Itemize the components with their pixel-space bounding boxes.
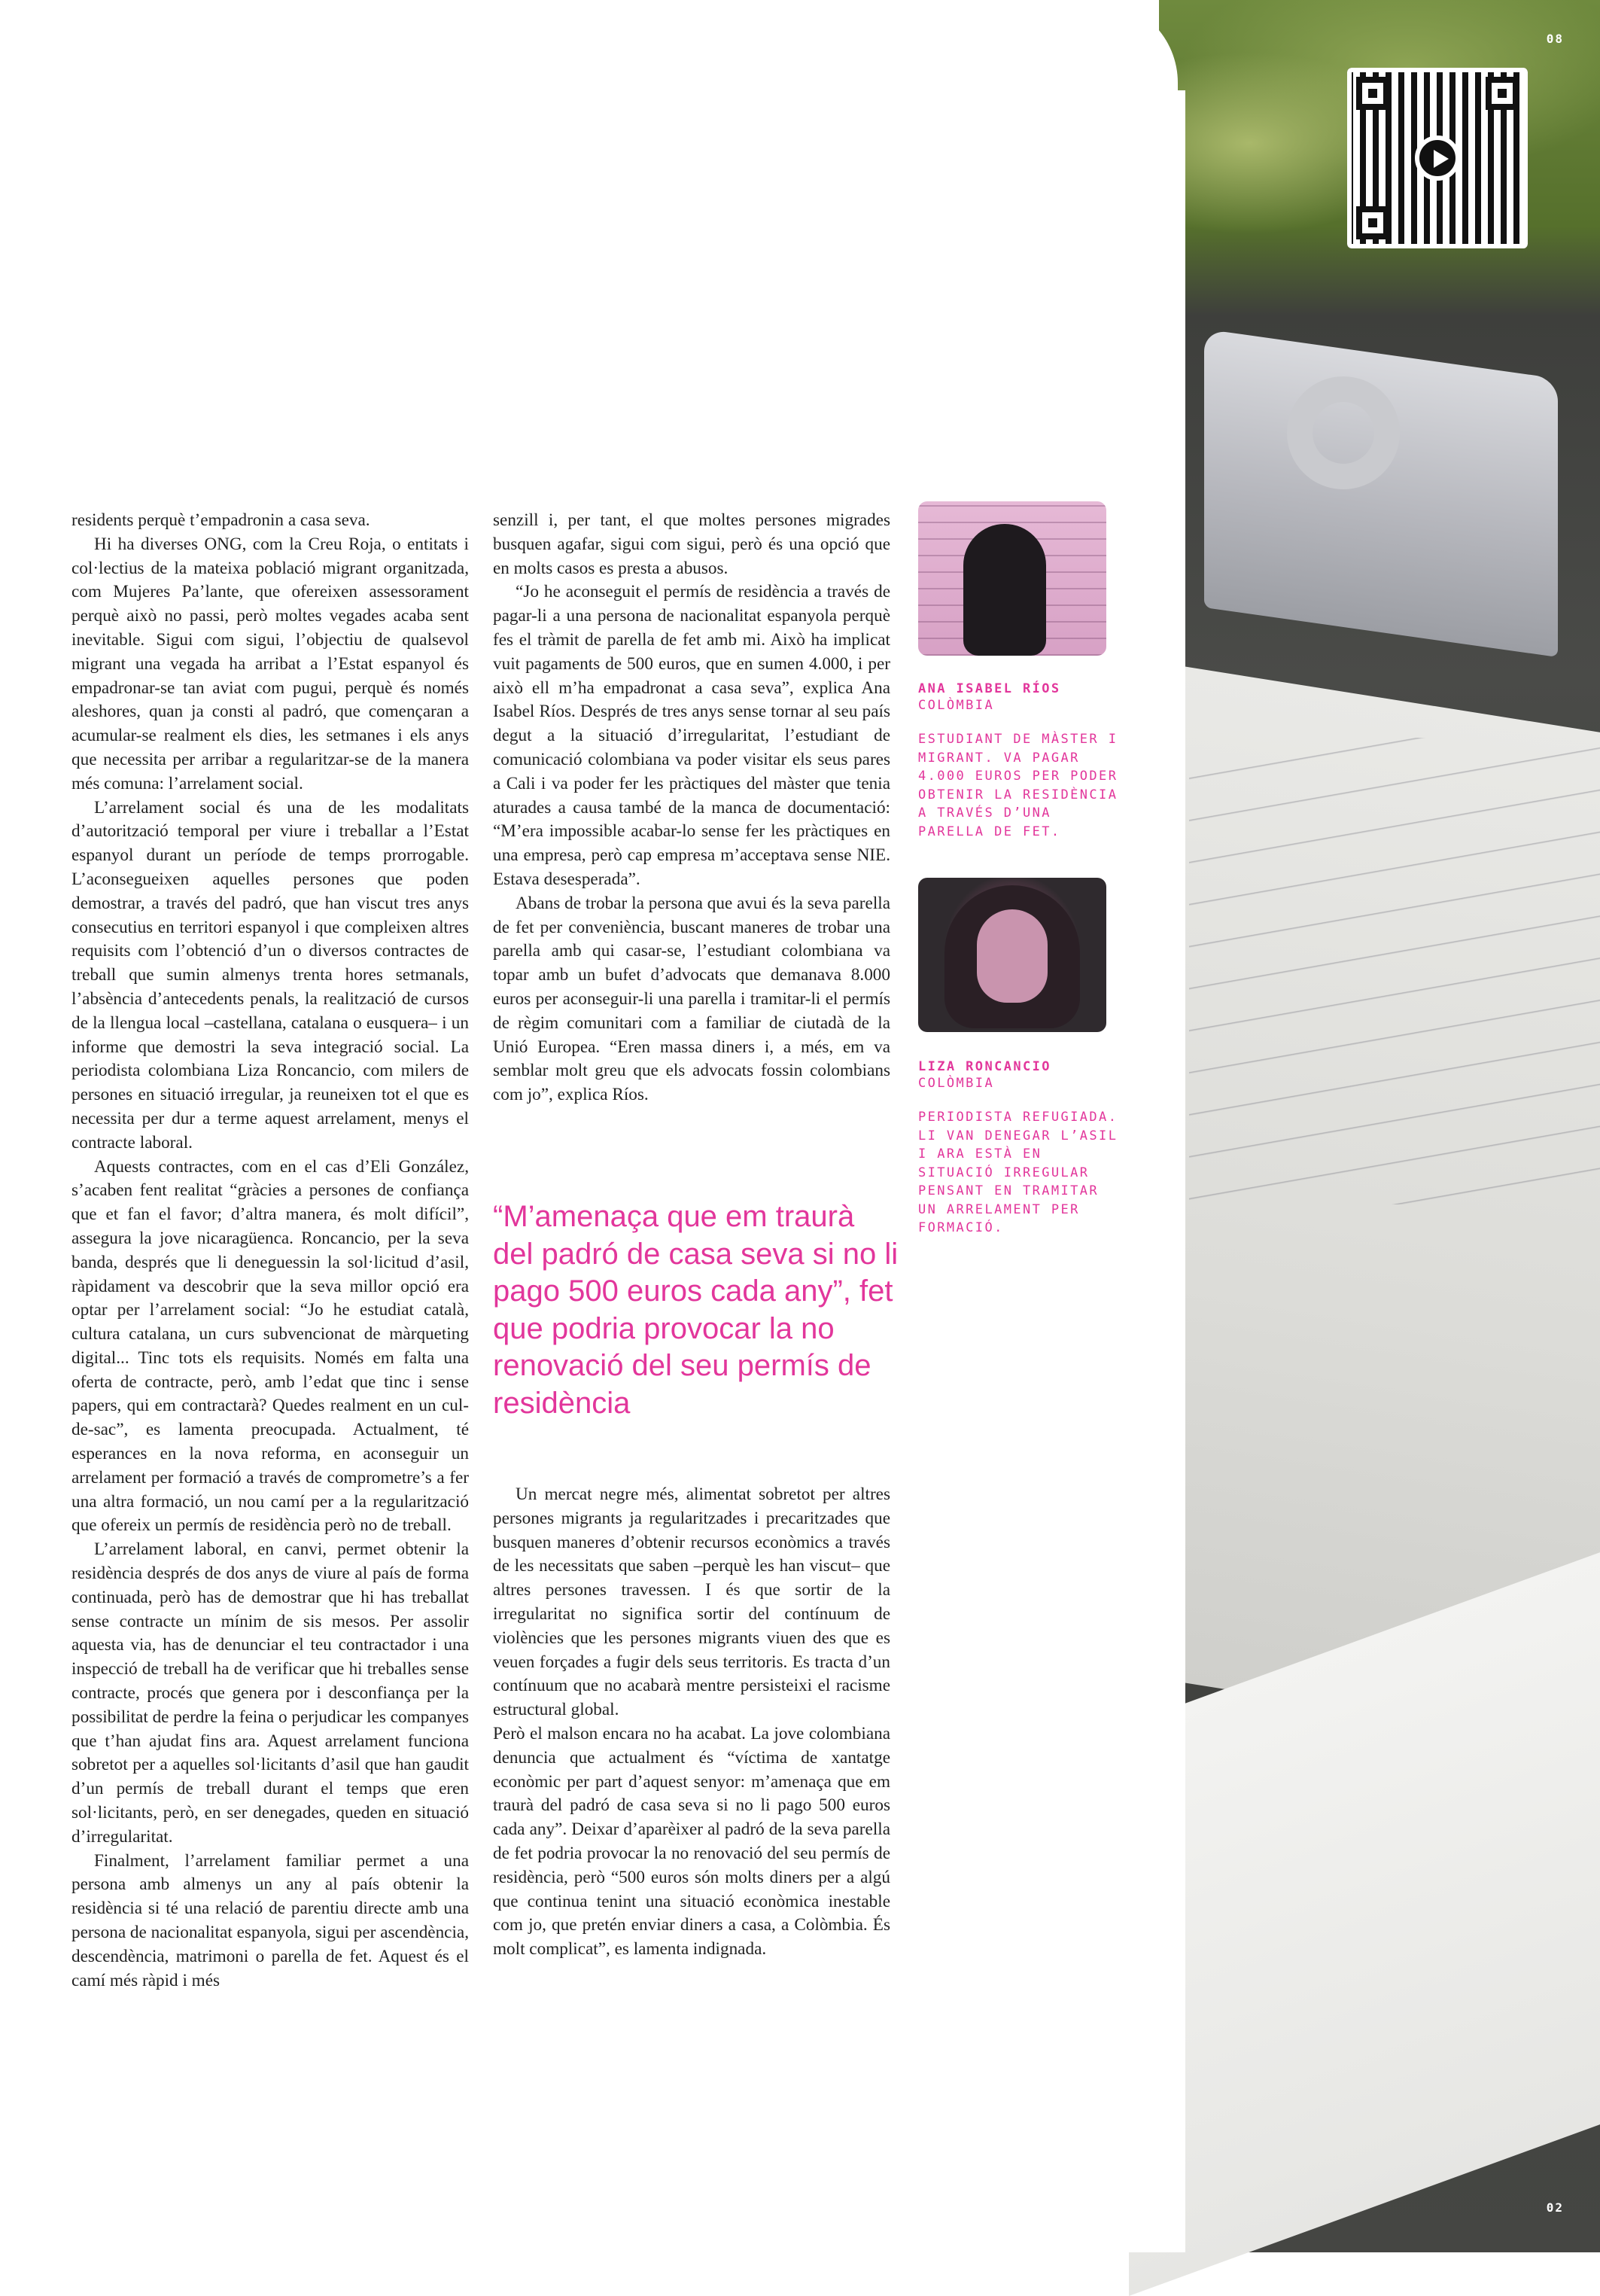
silhouette-icon bbox=[963, 524, 1046, 656]
paragraph: Un mercat negre més, alimentat sobretot per altres persones migrants ja regularitzades i precaritzades que busquen maneres d’obtenir recursos econòmics a través de les necessitats que saben –perquè les han viscut– que altres persones travessen. I és que sortir de la irregularitat no significa sortir del contínuum de violències que les persones migrants viuen des que es veuen forçades a fugir dels seus territoris. Es tracta d’un contínuum que no acabarà mentre persisteixi el racisme estructural global. bbox=[493, 1484, 890, 1720]
profile-name: ANA ISABEL RÍOS bbox=[918, 681, 1061, 696]
paragraph: residents perquè t’empadronin a casa seva. bbox=[71, 510, 370, 530]
profile-description: PERIODISTA REFUGIADA. LI VAN DENEGAR L’ASIL I ARA ESTÀ EN SITUACIÓ IRREGULAR PENSANT EN TRAMITAR UN ARRELAMENT PER FORMACIÓ. bbox=[918, 1110, 1118, 1235]
paragraph: Però el malson encara no ha acabat. La jove colombiana denuncia que actualment és “víctima de xantatge econòmic per part d’aquest senyor: m’amenaça que em traurà del padró de casa seva si no li pago 500 euros cada any”. Deixar d’aparèixer al padró de la seva parella de fet podria provocar la no renovació del seu permís de residència, però “500 euros són molts diners per a algú que continua tenint una situació econòmica inestable com jo, que pretén enviar diners a casa, a Colòmbia. És molt complicat”, es lamenta indignada. bbox=[493, 1723, 890, 1960]
profile-description: ESTUDIANT DE MÀSTER I MIGRANT. VA PAGAR 4.000 EUROS PER PODER OBTENIR LA RESIDÈNCIA A TRAVÉS D’UNA PARELLA DE FET. bbox=[918, 732, 1118, 839]
paragraph: Hi ha diverses ONG, com la Creu Roja, o entitats i col·lectius de la mateixa població migrant organitzada, com Mujeres Pa’lante, que ofereixen assessorament perquè això no passi, però moltes vegades acaba sent inevitable. Sigui com sigui, l’objectiu de qualsevol migrant una vegada ha arribat a l’Estat espanyol és empadronar-se tan aviat com pugui, perquè és només aleshores, quan ja consti al padró, que començaran a acumular-se realment els dies, les setmanes i els anys que necessita per arribar a regularitzar-se de la manera més comuna: l’arrelament social. bbox=[71, 534, 469, 793]
portrait-ana-isabel-rios bbox=[918, 501, 1106, 656]
background-photo bbox=[1159, 0, 1600, 2252]
profile-country: COLÒMBIA bbox=[918, 1076, 995, 1091]
paragraph: Finalment, l’arrelament familiar permet a una persona amb almenys un any al país obtenir la residència si té una relació de parentiu directe amb una persona de nacionalitat espanyola, sigui per ascendència, descendència, matrimoni o parella de fet. Aquest és el camí més ràpid i més bbox=[71, 1850, 469, 1990]
photo-form-lines bbox=[1189, 738, 1600, 1204]
portrait-liza-roncancio bbox=[918, 878, 1106, 1032]
pull-quote: “M’amenaça que em traurà del padró de casa seva si no li pago 500 euros cada any”, fet que podria provocar la no renovació del seu permís de residència bbox=[493, 1200, 899, 1420]
article-column-2 bbox=[493, 509, 890, 1107]
page-number-top: 08 bbox=[1546, 32, 1564, 46]
portrait-face bbox=[977, 909, 1048, 1003]
play-icon[interactable] bbox=[1415, 136, 1460, 181]
paragraph: L’arrelament laboral, en canvi, permet obtenir la residència després de dos anys de viure al país de forma continuada, però has de demostrar que hi has treballat sense contracte un mínim de sis mesos. Per assolir aquesta via, has de denunciar el teu contractador i una inspecció de treball ha de verificar que hi treballes sense contracte, procés que genera por i desconfiança per la possibilitat de perdre la feina o perjudicar les companyes que t’han ajudat fins ara. Aquest arrelament funciona sobretot per a aquelles sol·licitants d’asil que han gaudit d’un permís de treball durant el temps que eren sol·licitants, però, en ser denegades, queden en situació d’irregularitat. bbox=[71, 1539, 469, 1847]
paragraph: “Jo he aconseguit el permís de residència a través de pagar-li a una persona de nacionalitat espanyola perquè fes el tràmit de parella de fet amb mi. Això ha implicat vuit pagaments de 500 euros, que en sumen 4.000, i per això ell m’ha empadronat a casa seva”, explica Ana Isabel Ríos. Després de tres anys sense tornar al seu país degut a la situació d’irregularitat, l’estudiant de comunicació colombiana va poder visitar els seus pares a Cali i va poder fer les pràctiques del màster que tenia aturades a causa també de la manca de documentació: “M’era impossible acabar-lo sense fer les pràctiques en una empresa, però cap empresa m’acceptava sense NIE. Estava desesperada”. bbox=[493, 582, 890, 889]
article-column-1 bbox=[71, 509, 469, 1993]
profile-country: COLÒMBIA bbox=[918, 698, 995, 713]
qr-finder-icon bbox=[1486, 77, 1519, 110]
paragraph: Aquests contractes, com en el cas d’Eli González, s’acaben fent realitat “gràcies a persones de confiança que et fan el favor; d’altra manera, és molt difícil”, assegura la jove nicaragüenca. Roncancio, per la seva banda, després que li deneguessin la sol·licitud d’asil, ràpidament va descobrir que la seva millor opció era optar per l’arrelament social: “Jo he estudiat català, cultura catalana, un curs subvencionat de màrqueting digital... Tinc tots els requisits. Només em falta una oferta de contracte, però, amb l’edat que tinc i sense papers, qui em contractarà? Quedes realment en un cul-de-sac”, es lamenta preocupada. Actualment, té esperances en la nova reforma, en aconseguir un arrelament per formació a través de comprometre’s a fer una altra formació, un nou camí per a la regularització que ofereix un permís de residència però no de treball. bbox=[71, 1156, 469, 1536]
qr-code-icon[interactable] bbox=[1347, 68, 1528, 248]
paragraph: senzill i, per tant, el que moltes persones migrades busquen agafar, sigui com sigui, però és una opció que en molts casos es presta a abusos. bbox=[493, 510, 890, 578]
paragraph: L’arrelament social és una de les modalitats d’autorització temporal per viure i treballar a l’Estat espanyol durant un període de temps prorrogable. L’aconsegueixen aquelles persones que poden demostrar, a través del padró, que han viscut tres anys consecutius en territori espanyol i que compleixen altres requisits com l’obtenció d’un o diversos contractes de treball que sumin almenys trenta hores setmanals, l’absència d’antecedents penals, la realització de cursos de la llengua local –castellana, catalana o eusquera– i un informe que demostri la seva integració social. La periodista colombiana Liza Roncancio, com milers de persones en situació irregular, ja reuneixen tot el que es necessita per dur a terme aquest arrelament, menys el contracte laboral. bbox=[71, 797, 469, 1153]
paragraph: Abans de trobar la persona que avui és la seva parella de fet per conveniència, buscant maneres de trobar una parella amb qui casar-se, l’estudiant colombiana va topar amb un bufet d’advocats que demanava 8.000 euros per aconseguir-li una parella i tramitar-li el permís de règim comunitari com a familiar de ciutadà de la Unió Europea. “Eren massa diners i, a més, em va semblar molt greu que els advocats fossin colombians com jo”, explica Ríos. bbox=[493, 893, 890, 1105]
article-column-2-continued bbox=[493, 1483, 890, 1962]
page-number-bottom: 02 bbox=[1546, 2200, 1564, 2215]
photo-clip-ring bbox=[1287, 376, 1400, 489]
profile-name: LIZA RONCANCIO bbox=[918, 1059, 1051, 1074]
qr-finder-icon bbox=[1356, 77, 1389, 110]
photo-clipboard-clip bbox=[1204, 329, 1558, 657]
qr-finder-icon bbox=[1356, 206, 1389, 239]
